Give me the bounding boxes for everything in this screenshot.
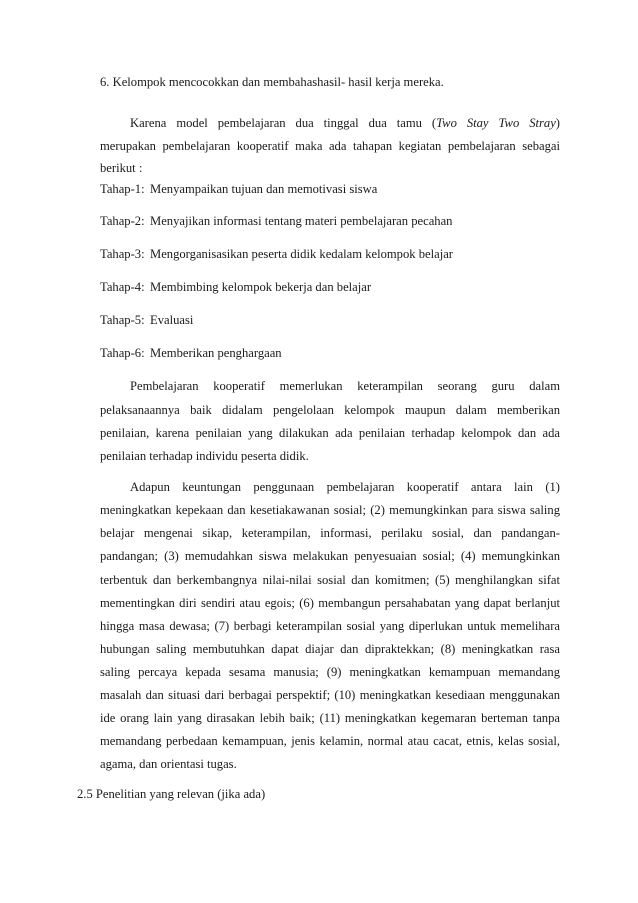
paragraph-line: pelaksanaannya baik didalam pengelolaan kelompok maupun dalam memberikan <box>100 403 560 417</box>
paragraph-line: memandang perbedaan kemampuan, jenis kelamin, normal atau cacat, etnis, kelas sosial, <box>100 734 560 748</box>
tahap-item: Tahap-4: Membimbing kelompok bekerja dan belajar <box>100 280 372 294</box>
paragraph-line: Pembelajaran kooperatif memerlukan keterampilan seorang guru dalam <box>130 379 560 393</box>
paragraph-line: hingga masa dewasa; (7) berbagi keterampilan sosial yang diperlukan untuk memelihara <box>100 619 560 633</box>
paragraph-line: Karena model pembelajaran dua tinggal dua tamu (Two Stay Two Stray) <box>130 116 560 130</box>
paragraph-line: penilaian terhadap individu peserta didik. <box>100 449 309 463</box>
paragraph-line: masalah dan situasi dari berbagai perspektif; (10) meningkatkan kesediaan menggunakan <box>100 688 560 702</box>
tahap-item: Tahap-2: Menyajikan informasi tentang materi pembelajaran pecahan <box>100 214 453 228</box>
tahap-item: Tahap-1: Menyampaikan tujuan dan memotivasi siswa <box>100 182 378 196</box>
tahap-item: Tahap-6: Memberikan penghargaan <box>100 346 282 360</box>
paragraph-line: terbentuk dan berkembangnya nilai-nilai sosial dan komitmen; (5) menghilangkan sifat <box>100 573 560 587</box>
paragraph-line: ide orang lain yang dirasakan lebih baik; (11) meningkatkan kegemaran berteman tanpa <box>100 711 560 725</box>
paragraph-line: berikut : <box>100 161 143 175</box>
paragraph-line: agama, dan orientasi tugas. <box>100 757 237 771</box>
paragraph-line: hubungan saling membutuhkan dapat diajar dan dipraktekkan; (8) meningkatkan rasa <box>100 642 560 656</box>
tahap-item: Tahap-3: Mengorganisasikan peserta didik kedalam kelompok belajar <box>100 247 453 261</box>
paragraph-line: meningkatkan kepekaan dan kesetiakawanan sosial; (2) memungkinkan para siswa saling <box>100 503 560 517</box>
section-heading: 2.5 Penelitian yang relevan (jika ada) <box>77 787 266 801</box>
paragraph-line: penilaian, karena penilaian yang dilakukan ada penilaian terhadap kelompok dan ada <box>100 426 560 440</box>
paragraph-line: mementingkan diri sendiri atau egois; (6) membangun persahabatan yang dapat berlanjut <box>100 596 560 610</box>
paragraph-line: Adapun keuntungan penggunaan pembelajaran kooperatif antara lain (1) <box>130 480 560 494</box>
paragraph-line: pandangan; (3) memudahkan siswa melakukan penyesuaian sosial; (4) memungkinkan <box>100 549 560 563</box>
paragraph-line: belajar mengenai sikap, keterampilan, informasi, perilaku sosial, dan pandangan- <box>100 526 560 540</box>
paragraph-line: merupakan pembelajaran kooperatif maka ada tahapan kegiatan pembelajaran sebagai <box>100 139 560 153</box>
list-item-6: 6. Kelompok mencocokkan dan membahashasil- hasil kerja mereka. <box>100 75 444 89</box>
paragraph-line: saling percaya kepada sesama manusia; (9) meningkatkan kemampuan memandang <box>100 665 560 679</box>
tahap-item: Tahap-5: Evaluasi <box>100 313 194 327</box>
